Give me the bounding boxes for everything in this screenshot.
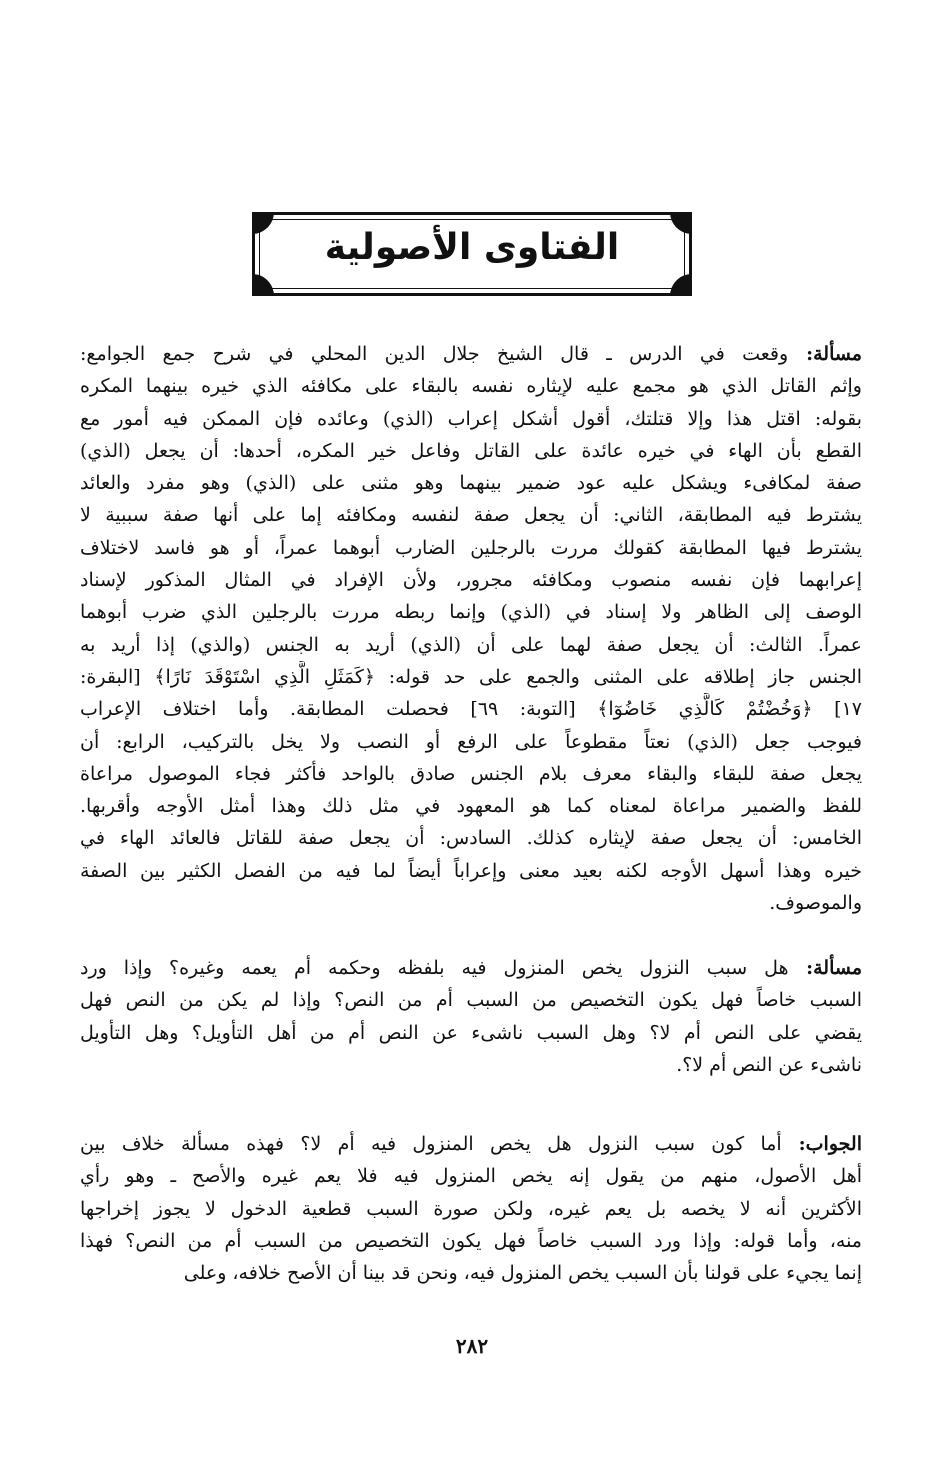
- line-text: إعرابهما فإن نفسه منصوب ومكافئه مجرور، ولأن الإفراد في المثال المذكور لإسناد: [80, 569, 862, 592]
- line-text: والموصوف.: [769, 892, 862, 915]
- text-line: [80, 532, 862, 564]
- lead-label: الجواب:: [781, 1133, 862, 1155]
- line-text: بقوله: اقتل هذا وإلا قتلتك، أقول أشكل إعراب (الذي) وعائده فإن الممكن فيه أمور مع: [80, 407, 862, 430]
- paragraph-answer: [80, 1128, 862, 1289]
- line-text: وقعت في الدرس ـ قال الشيخ جلال الدين المحلي في شرح جمع الجوامع:: [80, 343, 789, 365]
- text-line: [80, 370, 862, 402]
- text-line: [80, 822, 862, 854]
- text-line: [80, 1017, 862, 1049]
- text-line: [80, 467, 862, 499]
- chapter-title: الفتاوى الأصولية: [324, 227, 620, 268]
- paragraph-question-1: [80, 338, 862, 919]
- text-line: [80, 984, 862, 1016]
- text-line: [80, 1128, 862, 1160]
- text-line: [80, 499, 862, 531]
- text-line: [80, 1193, 862, 1225]
- line-text: ١٧] ﴿وَخُضْتُمْ كَالَّذِي خَاضُوٓا﴾ [التوبة: ٦٩] فحصلت المطابقة. وأما اختلاف الإعراب: [80, 698, 862, 721]
- line-text: القطع بأن الهاء في خيره عائدة على القاتل وفاعل خير المكره، أحدها: أن يجعل (الذي): [80, 439, 862, 462]
- line-text: أما كون سبب النزول هل يخص المنزول فيه أم لا؟ فهذه مسألة خلاف بين: [80, 1133, 782, 1155]
- text-line: [80, 1160, 862, 1192]
- lead-label: مسألة:: [788, 343, 862, 365]
- line-text: منه، وأما قوله: وإذا ورد السبب خاصاً فهل يكون التخصيص من السبب أم من النص؟ فهذا: [80, 1229, 862, 1252]
- line-text: الوصف إلى الظاهر ولا إسناد في (الذي) وإنما ربطه مررت بالرجلين الذي ضرب أبوهما: [80, 601, 862, 624]
- paragraph-question-2: [80, 952, 862, 1081]
- page-number: ٢٨٢: [455, 1334, 489, 1358]
- text-line: [80, 952, 862, 984]
- line-text: هل سبب النزول يخص المنزول فيه بلفظه وحكمه أم يعمه وغيره؟ وإذا ورد: [80, 957, 789, 979]
- line-text: الخامس: أن يجعل صفة لإيثاره كذلك. السادس: أن يجعل صفة للقاتل فالعائد الهاء في: [80, 827, 862, 850]
- text-line: [80, 726, 862, 758]
- line-text: الجنس جاز إطلاقه على المثنى والجمع على حد قوله: ﴿كَمَثَلِ الَّذِي اسْتَوْقَدَ نَارًا﴾ [البقرة:: [80, 665, 862, 688]
- line-text: فيوجب جعل (الذي) نعتاً مقطوعاً على الرفع أو النصب ولا يخل بالتركيب، الرابع: أن: [80, 730, 862, 753]
- line-text: يشترط فيها المطابقة كقولك مررت بالرجلين الضارب أبوهما عمراً، أو هو فاسد لاختلاف: [80, 536, 862, 559]
- text-line: [80, 887, 862, 919]
- lead-label: مسألة:: [788, 957, 862, 979]
- text-line: [80, 564, 862, 596]
- text-line: [80, 435, 862, 467]
- line-text: يقضي على النص أم لا؟ وهل السبب ناشىء عن النص أم من أهل التأويل؟ وهل التأويل: [80, 1021, 862, 1044]
- line-text: للفظ والضمير مراعاة لمعناه كما هو المعهود في مثل ذلك وهذا أمثل الأوجه وأقربها.: [80, 795, 862, 818]
- line-text: يشترط فيه المطابقة، الثاني: أن يجعل صفة لنفسه ومكافئه إما على أنها صفة سببية لا: [80, 504, 862, 527]
- line-text: عمراً. الثالث: أن يجعل صفة لهما على أن (الذي) أريد به الجنس (والذي) إذا أريد به: [80, 633, 862, 656]
- text-line: [80, 1257, 862, 1289]
- text-line: [80, 1225, 862, 1257]
- title-frame: [252, 212, 692, 296]
- text-line: [80, 596, 862, 628]
- text-line: [80, 661, 862, 693]
- frame-corner-ornament: [670, 274, 692, 296]
- line-text: وإثم القاتل الذي هو مجمع عليه لإيثاره نفسه بالبقاء على مكافئه الذي خيره بينهما المكره: [80, 375, 862, 398]
- line-text: صفة لمكافىء ويشكل عليه عود ضمير بينهما وهو مثنى على (الذي) وهو مفرد والعائد: [80, 472, 862, 495]
- text-line: [80, 629, 862, 661]
- text-line: [80, 758, 862, 790]
- frame-corner-ornament: [252, 274, 274, 296]
- text-line: [80, 855, 862, 887]
- line-text: يجعل صفة للبقاء والبقاء معرف بلام الجنس صادق بالواحد فأكثر فجاء الموصول مراعاة: [80, 762, 862, 785]
- line-text: السبب خاصاً فهل يكون التخصيص من السبب أم من النص؟ وإذا لم يكن من النص فهل: [80, 989, 862, 1012]
- text-line: [80, 403, 862, 435]
- line-text: ناشىء عن النص أم لا؟.: [676, 1053, 862, 1076]
- text-line: [80, 790, 862, 822]
- line-text: الأكثرين أنه لا يخصه بل يعم غيره، ولكن صورة السبب قطعية الدخول لا يجوز إخراجها: [80, 1197, 862, 1220]
- line-text: خيره وهذا أسهل الأوجه لكنه بعيد معنى وإعراباً أيضاً لما فيه من الفصل الكثير بين الصفة: [80, 859, 862, 882]
- text-line: [80, 693, 862, 725]
- line-text: أهل الأصول، منهم من يقول إنه يخص المنزول فيه فلا يعم غيره والأصح ـ وهو رأي: [80, 1165, 862, 1188]
- line-text: إنما يجيء على قولنا بأن السبب يخص المنزول فيه، ونحن قد بينا أن الأصح خلافه، وعلى: [183, 1262, 862, 1285]
- text-line: [80, 1049, 862, 1081]
- text-line: [80, 338, 862, 370]
